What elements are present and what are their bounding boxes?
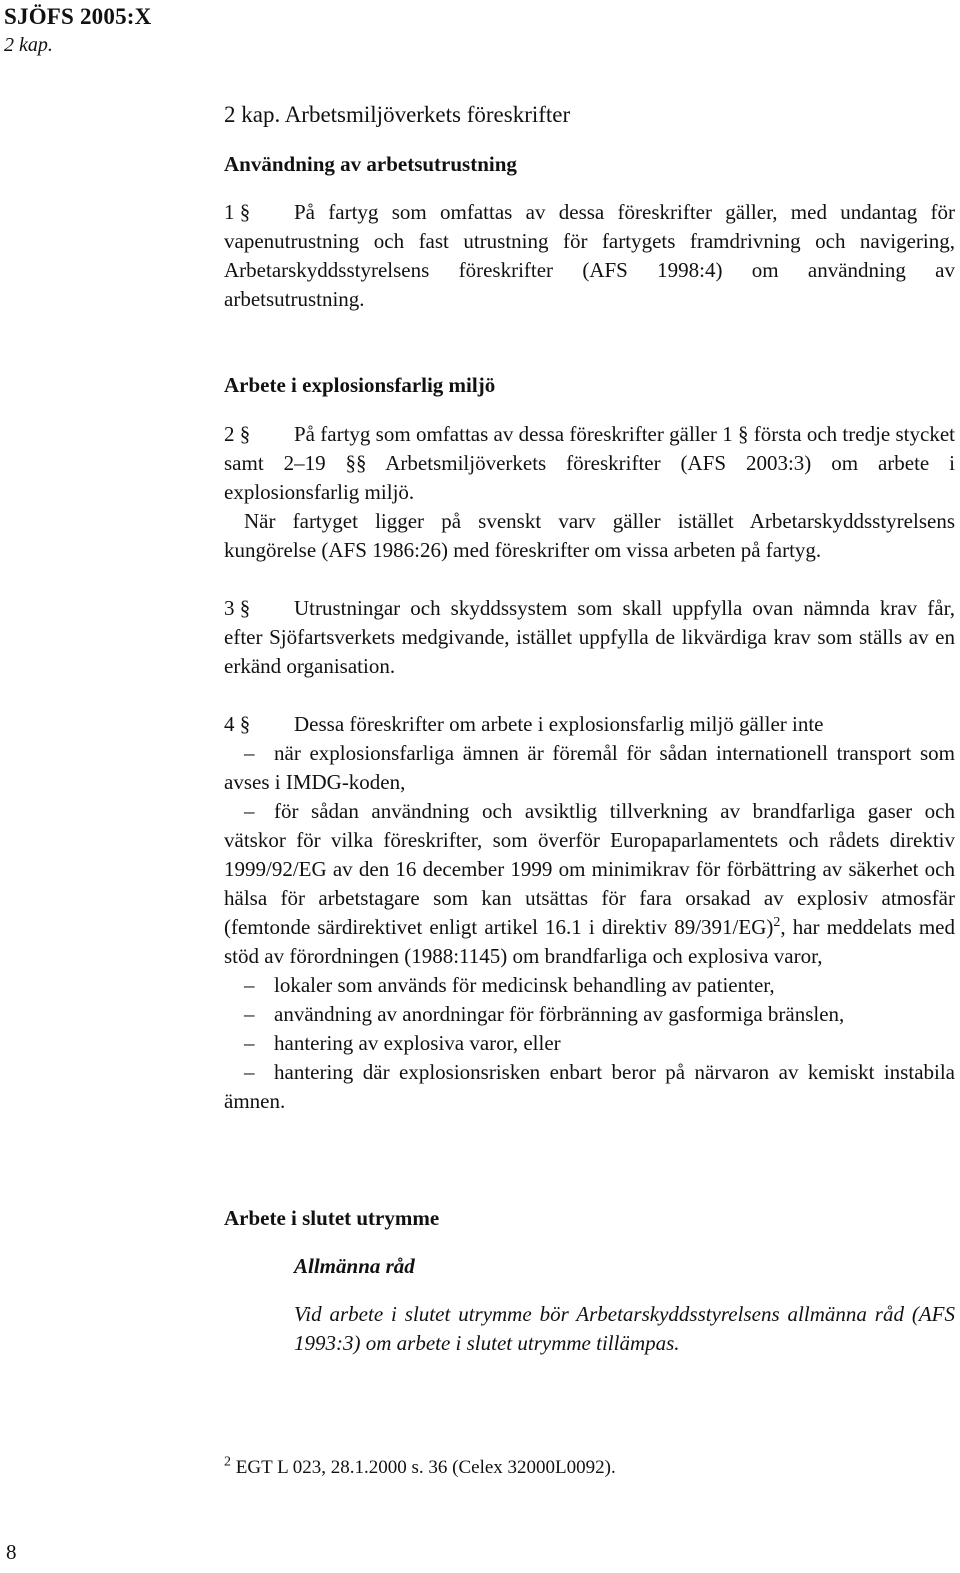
dash-marker: – xyxy=(244,973,255,997)
dash-marker: – xyxy=(244,1060,255,1084)
list-item xyxy=(224,971,955,1000)
paragraph-text: På fartyg som omfattas av dessa föreskrifter gäller 1 § första och tredje stycket samt 2–19 §§ Arbetsmiljöverkets föreskrifter (AFS 2003:3) om arbete i explosionsfarlig miljö. xyxy=(224,422,955,504)
section-confined-space xyxy=(224,1204,955,1358)
list-item-text: för sådan användning och avsiktlig tillverkning av brandfarliga gaser och vätskor för vilka föreskrifter, som överför Europaparlamentets och rådets direktiv 1999/92/EG av den 16 december 1999 om minimikrav för förbättring av säkerhet och hälsa för arbetstagare som kan utsättas för fara orsakad av explosiv atmosfär (femtonde särdirektivet enligt artikel 16.1 i direktiv 89/391/EG) xyxy=(224,799,955,939)
footnote-number: 2 xyxy=(224,1454,231,1470)
paragraph-text: Utrustningar och skyddssystem som skall uppfylla ovan nämnda krav får, efter Sjöfartsverkets medgivande, istället uppfylla de likvärdiga krav som ställs av en erkänd organisation. xyxy=(224,596,955,678)
list-item xyxy=(224,797,955,971)
section-heading: Arbete i explosionsfarlig miljö xyxy=(224,373,496,397)
list-item-text: användning av anordningar för förbränning av gasformiga bränslen, xyxy=(274,1002,845,1026)
footnote xyxy=(224,1455,955,1481)
list-item-text-cont: , har meddelats med stöd av förordningen (1988:1145) om brandfarliga och explosiva varor, xyxy=(224,915,956,968)
section-number: 3 § xyxy=(224,596,251,620)
paragraph-3 xyxy=(224,594,955,681)
dash-marker: – xyxy=(244,741,255,765)
list-item xyxy=(224,1029,955,1058)
page-number: 8 xyxy=(6,1540,17,1564)
header-chapter: 2 kap. xyxy=(4,34,53,56)
section-number: 4 § xyxy=(224,712,251,736)
list-item xyxy=(224,1000,955,1029)
footnote-reference: 2 xyxy=(773,915,781,930)
list-item-text: hantering av explosiva varor, eller xyxy=(274,1031,561,1055)
section-use-of-equipment xyxy=(224,150,955,314)
footnote-text: EGT L 023, 28.1.2000 s. 36 (Celex 32000L0092). xyxy=(235,1457,616,1478)
paragraph-1 xyxy=(224,198,955,314)
section-heading: Arbete i slutet utrymme xyxy=(224,1206,440,1230)
list-item-text: lokaler som används för medicinsk behandling av patienter, xyxy=(274,973,775,997)
paragraph-2-second: När fartyget ligger på svenskt varv gäller istället Arbetarskyddsstyrelsens kungörelse (AFS 1986:26) med föreskrifter om vissa arbeten på fartyg. xyxy=(224,509,955,562)
section-heading: Användning av arbetsutrustning xyxy=(224,152,517,176)
section-number: 1 § xyxy=(224,200,251,224)
list-item-text: när explosionsfarliga ämnen är föremål för sådan internationell transport som avses i IMDG-koden, xyxy=(224,741,955,794)
paragraph-text: Dessa föreskrifter om arbete i explosionsfarlig miljö gäller inte xyxy=(294,712,824,736)
chapter-title: 2 kap. Arbetsmiljöverkets föreskrifter xyxy=(224,102,571,127)
running-header xyxy=(4,2,151,58)
paragraph-4 xyxy=(224,710,955,739)
document-code: SJÖFS 2005:X xyxy=(4,4,152,29)
general-advice-text: Vid arbete i slutet utrymme bör Arbetarskyddsstyrelsens allmänna råd (AFS 1993:3) om arbete i slutet utrymme tillämpas. xyxy=(294,1302,955,1355)
section-explosive-environment xyxy=(224,371,955,1116)
list-item xyxy=(224,739,955,797)
section-number: 2 § xyxy=(224,422,251,446)
list-item-text: hantering där explosionsrisken enbart beror på närvaron av kemiskt instabila ämnen. xyxy=(224,1060,955,1113)
dash-marker: – xyxy=(244,1031,255,1055)
chapter-title-block xyxy=(224,100,955,130)
list-item xyxy=(224,1058,955,1116)
dash-marker: – xyxy=(244,799,255,823)
paragraph-text: På fartyg som omfattas av dessa föreskrifter gäller, med undantag för vapenutrustning och fast utrustning för fartygets framdrivning och navigering, Arbetarskyddsstyrelsens föreskrifter (AFS 1998:4) om användning av arbetsutrustning. xyxy=(224,200,955,311)
general-advice-heading: Allmänna råd xyxy=(294,1254,415,1278)
dash-marker: – xyxy=(244,1002,255,1026)
paragraph-2 xyxy=(224,420,955,507)
